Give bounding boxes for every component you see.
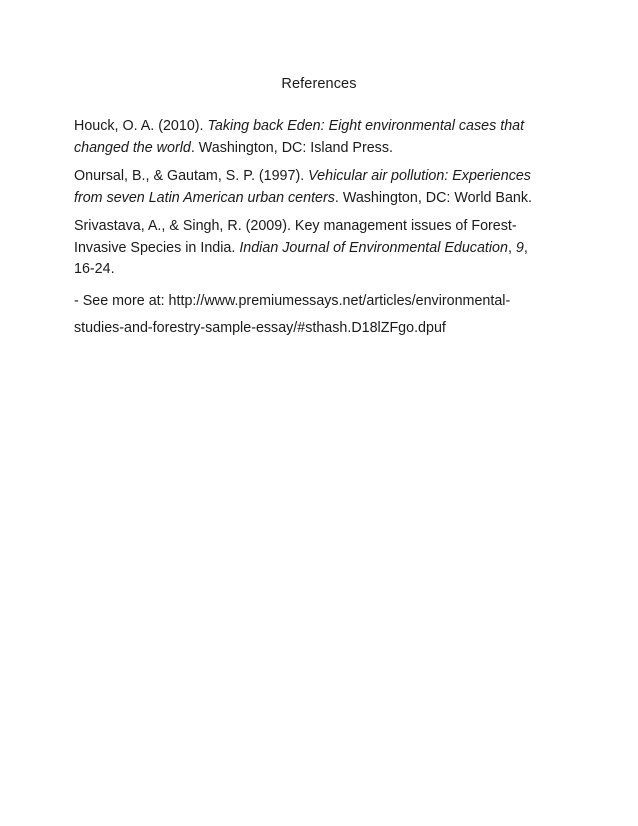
see-more-line: studies-and-forestry-sample-essay/#sthash.D18lZFgo.dpuf [74, 319, 446, 336]
reference-entry-onursal [74, 166, 566, 209]
reference-title: Invasive Species in India. [74, 239, 240, 256]
reference-line [74, 238, 566, 260]
reference-pages: 16-24. [74, 261, 115, 277]
reference-punct: , [523, 239, 528, 256]
reference-authors-year: Onursal, B., & Gautam, S. P. (1997). [74, 168, 309, 184]
reference-line [74, 166, 566, 188]
reference-title: Taking back Eden: Eight environmental cases that [207, 118, 525, 134]
references-list [74, 116, 566, 342]
reference-line: Srivastava, A., & Singh, R. (2009). Key management issues of Forest- [74, 218, 517, 234]
reference-publisher: . Washington, DC: Island Press. [190, 139, 393, 156]
reference-line [74, 116, 566, 138]
see-more-line: - See more at: http://www.premiumessays.net/articles/environmental- [74, 292, 511, 309]
reference-line [74, 138, 566, 160]
reference-title-cont: from seven Latin American urban centers [74, 189, 335, 206]
references-heading: References [281, 76, 357, 92]
reference-title-cont: changed the world [74, 139, 191, 156]
reference-entry-srivastava [74, 216, 566, 281]
reference-separator: , [507, 239, 516, 256]
reference-entry-houck [74, 116, 566, 159]
reference-line [74, 188, 566, 210]
reference-publisher: . Washington, DC: World Bank. [334, 189, 532, 206]
reference-title: Vehicular air pollution: Experiences [308, 168, 531, 184]
see-more-note [74, 288, 566, 342]
reference-journal: Indian Journal of Environmental Education [239, 239, 508, 256]
reference-authors-year: Houck, O. A. (2010). [74, 118, 208, 134]
reference-volume: 9 [515, 239, 524, 256]
